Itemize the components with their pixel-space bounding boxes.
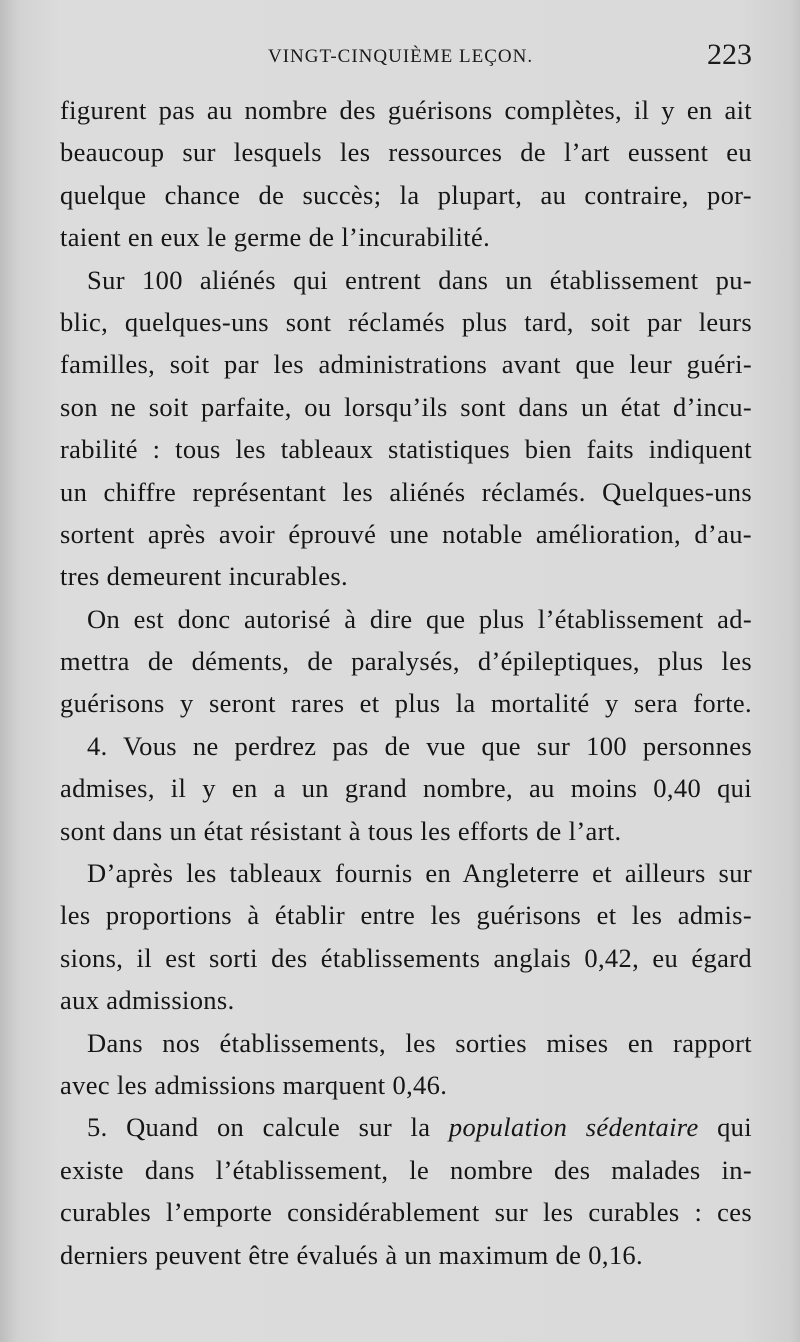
text-line: sions, il est sorti des établissements anglais 0,42, eu égard	[60, 942, 752, 973]
text-line: aux admissions.	[60, 985, 235, 1016]
text-line: tres demeurent incurables.	[60, 561, 348, 592]
text-line: admises, il y en a un grand nombre, au moins 0,40 qui	[60, 773, 752, 804]
italic-phrase: population sédentaire	[448, 1112, 699, 1143]
text-line: On est donc autorisé à dire que plus l’établissement ad-	[87, 603, 752, 634]
text-line: Dans nos établissements, les sorties mises en rapport	[87, 1027, 752, 1058]
text-line: derniers peuvent être évalués à un maximum de 0,16.	[60, 1239, 643, 1270]
text-line: blic, quelques-uns sont réclamés plus tard, soit par leurs	[60, 306, 752, 337]
text-line: beaucoup sur lesquels les ressources de l’art eussent eu	[60, 137, 752, 168]
running-head: VINGT-CINQUIÈME LEÇON.	[268, 46, 534, 67]
text-line: 4. Vous ne perdrez pas de vue que sur 100 personnes	[87, 730, 752, 761]
text-line: curables l’emporte considérablement sur les curables : ces	[60, 1197, 752, 1228]
text-run: qui	[698, 1112, 752, 1143]
text-line: avec les admissions marquent 0,46.	[60, 1069, 448, 1100]
body-text	[60, 89, 752, 1276]
text-line: existe dans l’établissement, le nombre des malades in-	[60, 1154, 752, 1185]
text-line: rabilité : tous les tableaux statistiques bien faits indiquent	[60, 434, 752, 465]
text-line: un chiffre représentant les aliénés réclamés. Quelques-uns	[60, 476, 752, 507]
text-line: les proportions à établir entre les guérisons et les admis-	[60, 900, 752, 931]
text-line: sortent après avoir éprouvé une notable amélioration, d’au-	[60, 518, 752, 549]
text-line: sont dans un état résistant à tous les efforts de l’art.	[60, 815, 622, 846]
page-header	[60, 38, 760, 78]
text-line: quelque chance de succès; la plupart, au contraire, por-	[60, 179, 752, 210]
text-run: 5. Quand on calcule sur la	[87, 1112, 449, 1143]
text-line: familles, soit par les administrations avant que leur guéri-	[60, 349, 752, 380]
text-line: Sur 100 aliénés qui entrent dans un établissement pu-	[87, 264, 752, 295]
page-number: 223	[707, 38, 752, 71]
text-line: figurent pas au nombre des guérisons complètes, il y en ait	[60, 95, 752, 125]
text-line: son ne soit parfaite, ou lorsqu’ils sont dans un état d’incu-	[60, 391, 752, 422]
text-line: mettra de déments, de paralysés, d’épileptiques, plus les	[60, 646, 752, 677]
text-line: taient en eux le germe de l’incurabilité.	[60, 222, 491, 253]
text-line: guérisons y seront rares et plus la mortalité y sera forte.	[60, 688, 752, 719]
text-line	[60, 1106, 752, 1148]
text-line: D’après les tableaux fournis en Angleterre et ailleurs sur	[87, 858, 752, 889]
